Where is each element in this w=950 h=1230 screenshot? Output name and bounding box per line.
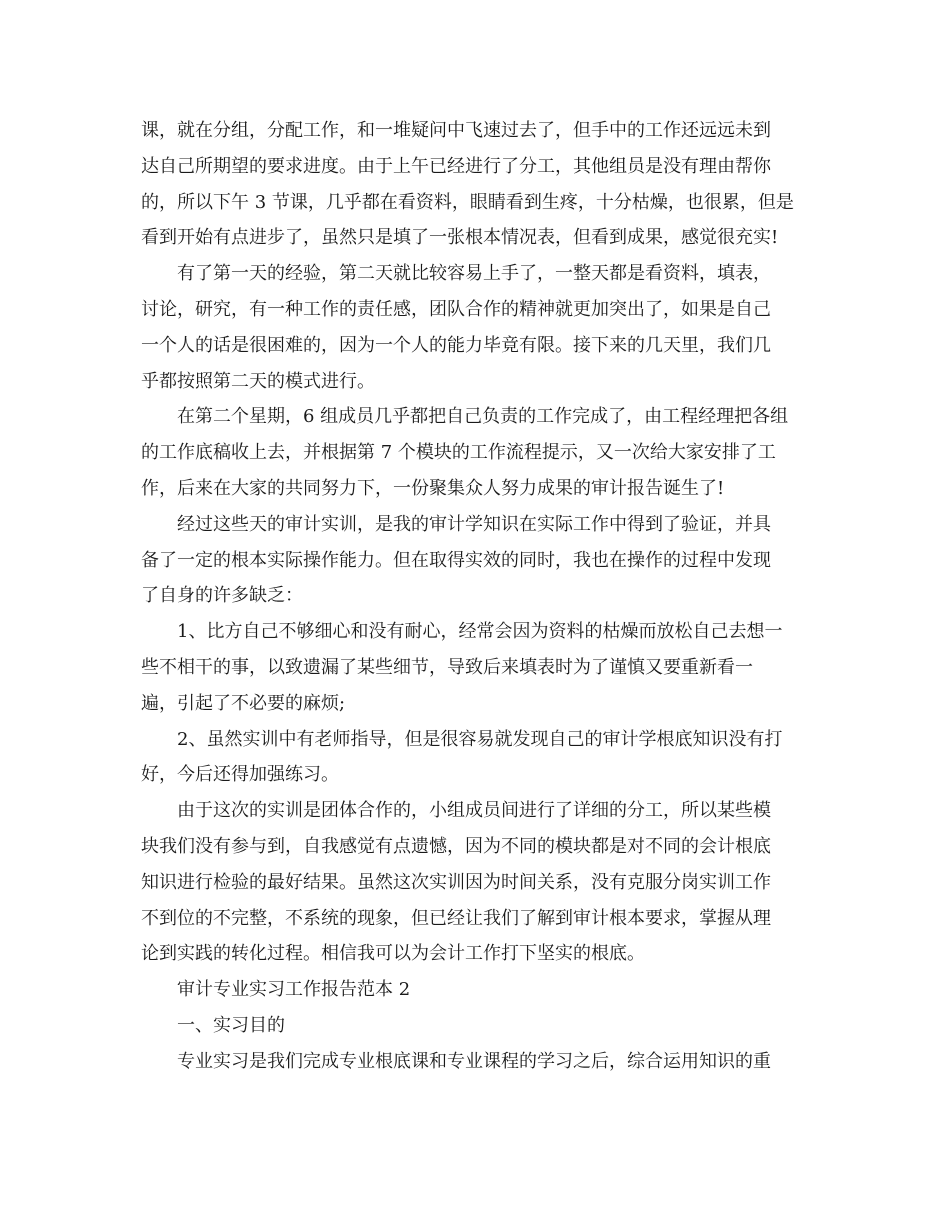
- text-line: 论到实践的转化过程。相信我可以为会计工作打下坚实的根底。: [141, 943, 645, 965]
- text-line: 课，就在分组，分配工作，和一堆疑问中飞速过去了，但手中的工作还远远未到: [141, 120, 771, 141]
- text-line: 乎都按照第二天的模式进行。: [141, 370, 375, 392]
- section-title: 审计专业实习工作报告范本 2: [177, 979, 411, 1001]
- text-line: 讨论，研究，有一种工作的责任感，团队合作的精神就更加突出了，如果是自己: [141, 298, 771, 320]
- paragraph-start-line: 有了第一天的经验，第二天就比较容易上手了，一整天都是看资料，填表，: [177, 263, 771, 285]
- text-line: 块我们没有参与到，自我感觉有点遗憾，因为不同的模块都是对不同的会计根底: [141, 835, 771, 857]
- body-text: [141, 113, 816, 1080]
- text-line: 知识进行检验的最好结果。虽然这次实训因为时间关系，没有克服分岗实训工作: [141, 871, 771, 893]
- list-item-line: 1、比方自己不够细心和没有耐心，经常会因为资料的枯燥而放松自己去想一: [177, 621, 783, 643]
- text-line: 不到位的不完整，不系统的现象，但已经让我们了解到审计根本要求，掌握从理: [141, 907, 771, 929]
- paragraph-start-line: 经过这些天的审计实训，是我的审计学知识在实际工作中得到了验证，并具: [177, 513, 771, 535]
- text-line: 好，今后还得加强练习。: [141, 764, 339, 786]
- paragraph-start-line: 专业实习是我们完成专业根底课和专业课程的学习之后，综合运用知识的重: [177, 1050, 771, 1072]
- list-item-line: 2、虽然实训中有老师指导，但是很容易就发现自己的审计学根底知识没有打: [177, 728, 783, 750]
- text-line: 的工作底稿收上去，并根据第 7 个模块的工作流程提示，又一次给大家安排了工: [141, 442, 776, 464]
- text-line: 备了一定的根本实际操作能力。但在取得实效的同时，我也在操作的过程中发现: [141, 549, 771, 571]
- text-line: 达自己所期望的要求进度。由于上午已经进行了分工，其他组员是没有理由帮你: [141, 155, 771, 177]
- section-heading: 一、实习目的: [177, 1014, 285, 1036]
- text-line: 遍，引起了不必要的麻烦;: [141, 692, 346, 714]
- text-line: 了自身的许多缺乏：: [141, 585, 303, 607]
- text-line: 看到开始有点进步了，虽然只是填了一张根本情况表，但看到成果，感觉很充实!: [141, 227, 779, 249]
- text-line: 作，后来在大家的共同努力下，一份聚集众人努力成果的审计报告诞生了!: [141, 477, 725, 499]
- paragraph-start-line: 在第二个星期，6 组成员几乎都把自己负责的工作完成了，由工程经理把各组: [177, 406, 789, 428]
- text-line: 些不相干的事，以致遗漏了某些细节，导致后来填表时为了谨慎又要重新看一: [141, 656, 753, 678]
- paragraph-start-line: 由于这次的实训是团体合作的，小组成员间进行了详细的分工，所以某些模: [177, 800, 771, 822]
- text-line: 的，所以下午 3 节课，几乎都在看资料，眼睛看到生疼，十分枯燥，也很累，但是: [141, 191, 794, 213]
- text-line: 一个人的话是很困难的，因为一个人的能力毕竟有限。接下来的几天里，我们几: [141, 334, 771, 356]
